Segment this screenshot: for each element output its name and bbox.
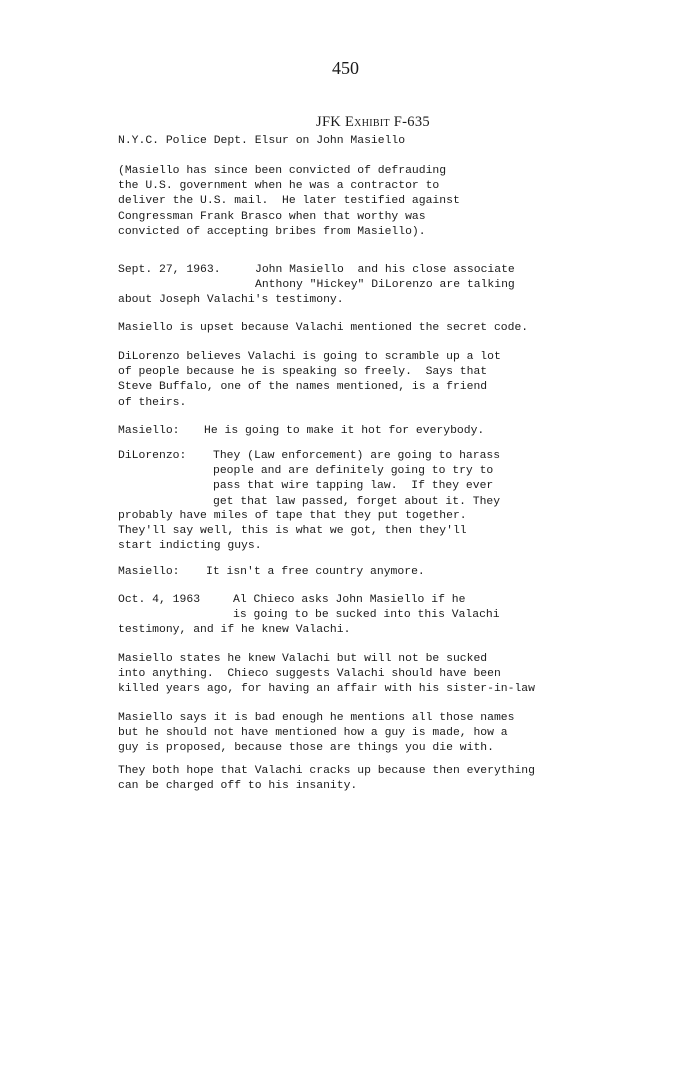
intro-note: (Masiello has since been convicted of defrauding the U.S. government when he was a contractor to deliver the U.S. mail. He later testified against Congressman Frank Brasco when that worthy was convicted of accepting bribes from Masiello). [118, 165, 460, 238]
paragraph-upset: Masiello is upset because Valachi mentioned the secret code. [118, 322, 529, 334]
entry-date: Sept. 27, 1963. [118, 264, 221, 276]
entry-summary-continuation: testimony, and if he knew Valachi. [118, 624, 351, 636]
dialogue-text: It isn't a free country anymore. [206, 566, 425, 578]
page-number: 450 [332, 58, 359, 78]
document-heading: N.Y.C. Police Dept. Elsur on John Masiello [118, 135, 406, 147]
speaker-label: DiLorenzo: [118, 450, 187, 462]
entry-summary: Al Chieco asks John Masiello if he is going to be sucked into this Valachi [233, 594, 500, 622]
speaker-label: Masiello: [118, 425, 180, 437]
paragraph-states: Masiello states he knew Valachi but will not be sucked into anything. Chieco suggests Valachi should have been killed years ago, for having an affair with his sister-in-law [118, 653, 535, 696]
paragraph-dilorenzo: DiLorenzo believes Valachi is going to scramble up a lot of people because he is speaking so freely. Says that Steve Buffalo, one of the names mentioned, is a friend of theirs. [118, 351, 501, 409]
dialogue-text: They (Law enforcement) are going to harass people and are definitely going to try to pass that wire tapping law. If they ever get that law passed, forget about it. They [213, 450, 501, 508]
entry-date: Oct. 4, 1963 [118, 594, 201, 606]
speaker-label: Masiello: [118, 566, 180, 578]
exhibit-title [316, 114, 430, 131]
exhibit-prefix: JFK [316, 114, 346, 130]
entry-summary: John Masiello and his close associate Anthony "Hickey" DiLorenzo are talking [255, 264, 515, 292]
exhibit-word: Exhibit [345, 114, 390, 130]
paragraph-says: Masiello says it is bad enough he mentions all those names but he should not have mentioned how a guy is made, how a guy is proposed, because those are things you die with. [118, 712, 515, 755]
entry-summary-continuation: about Joseph Valachi's testimony. [118, 294, 344, 306]
paragraph-hope: They both hope that Valachi cracks up because then everything can be charged off to his insanity. [118, 765, 535, 793]
dialogue-text: He is going to make it hot for everybody. [204, 425, 485, 437]
dialogue-continuation: probably have miles of tape that they put together. They'll say well, this is what we got, then they'll start indicting guys. [118, 510, 467, 553]
exhibit-number: F-635 [389, 114, 430, 130]
